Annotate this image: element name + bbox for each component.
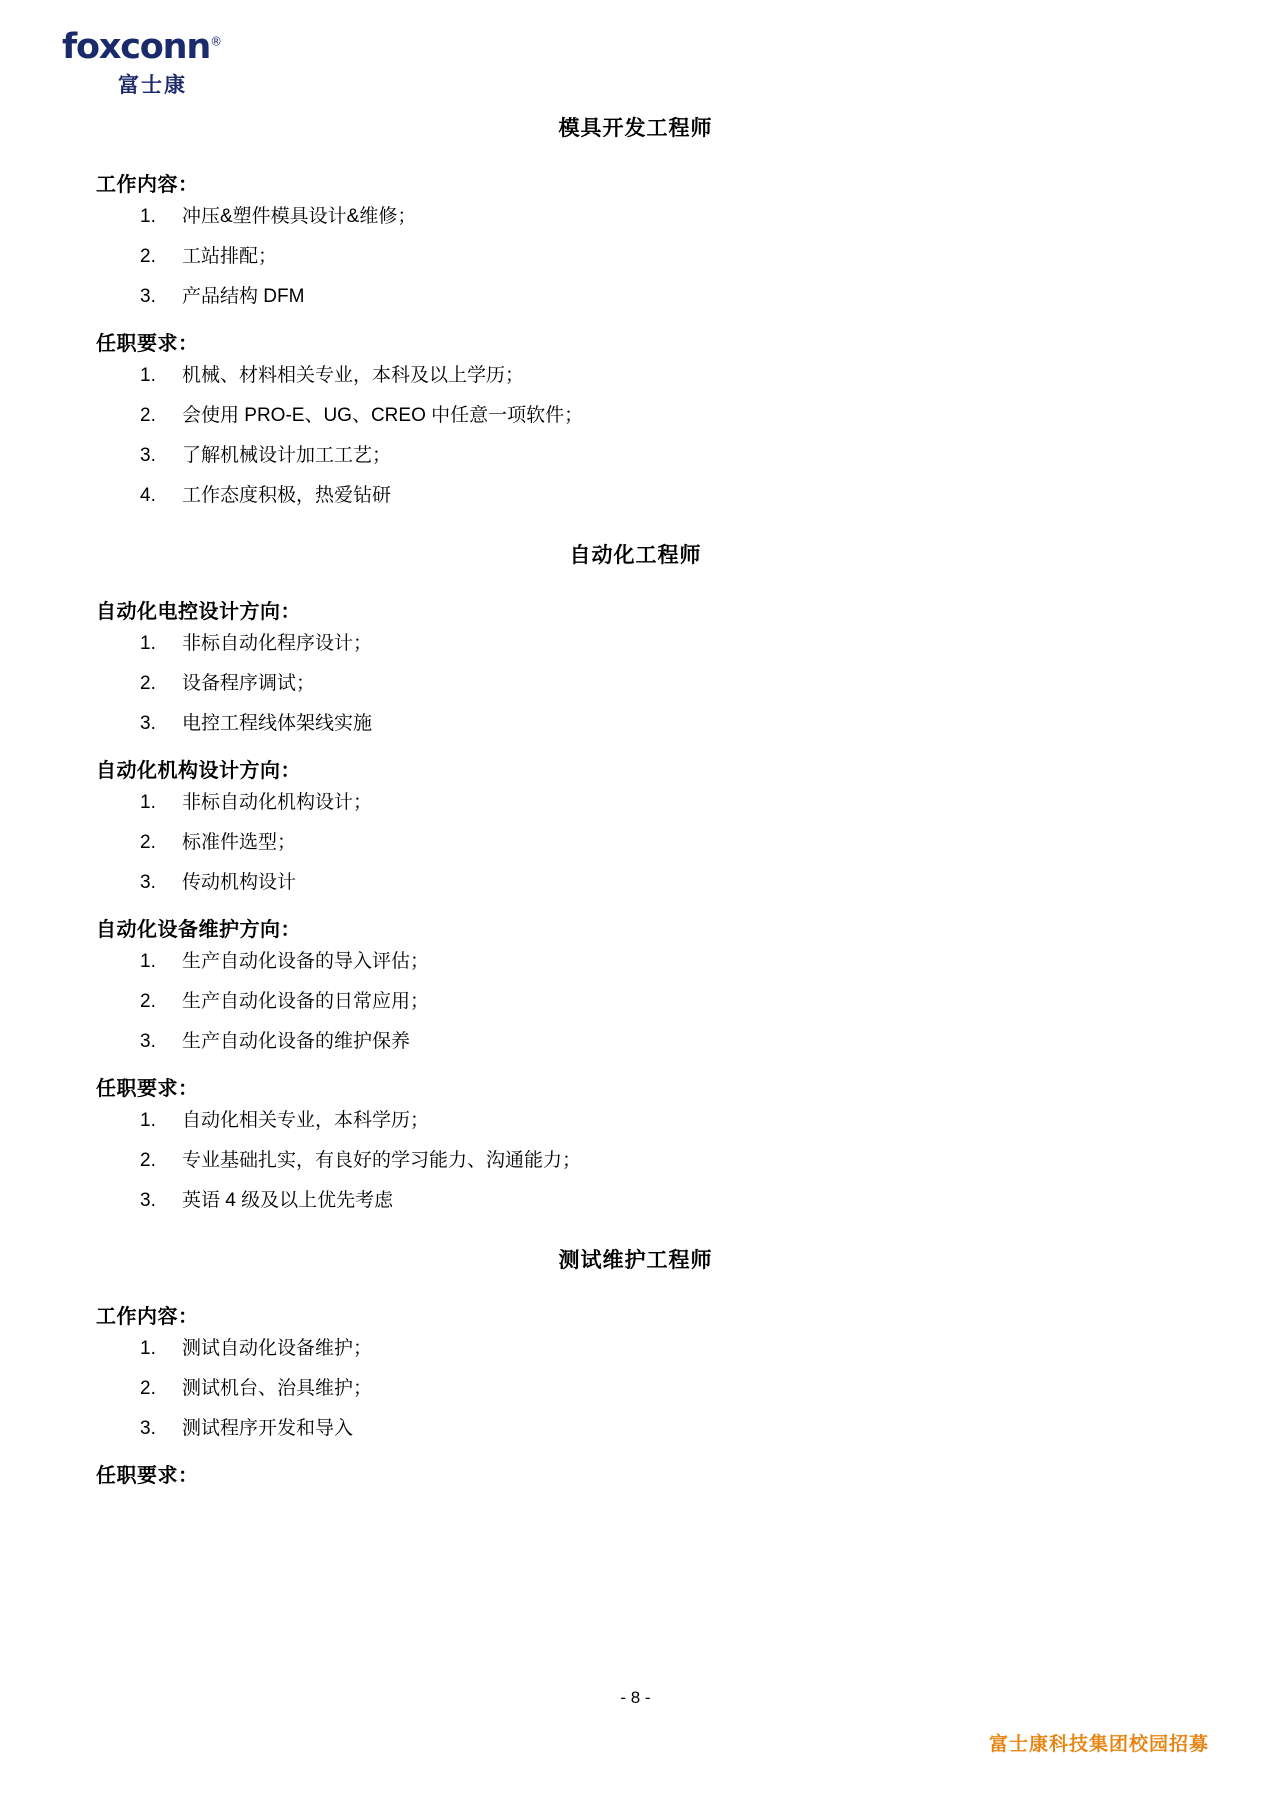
registered-trademark-icon: ® — [210, 34, 223, 49]
item-text: 了解机械设计加工工艺； — [182, 445, 392, 466]
list-2-1 — [96, 634, 1175, 733]
section-head-2-3: 自动化设备维护方向： — [96, 919, 301, 941]
job-title-1: 模具开发工程师 — [558, 117, 713, 140]
item-number: 2. — [140, 405, 156, 426]
list-item — [96, 1032, 1175, 1051]
item-number: 3. — [140, 1190, 156, 1211]
item-text: 冲压&塑件模具设计&维修； — [182, 206, 417, 227]
job-section-2 — [96, 539, 1175, 1210]
section-head-2-1: 自动化电控设计方向： — [96, 601, 301, 623]
list-2-2 — [96, 793, 1175, 892]
list-1-1 — [96, 207, 1175, 306]
item-text: 电控工程线体架线实施 — [182, 713, 373, 734]
list-item — [96, 1111, 1175, 1130]
list-item — [96, 247, 1175, 266]
item-number: 2. — [140, 832, 156, 853]
job-title-3: 测试维护工程师 — [558, 1249, 713, 1272]
item-number: 3. — [140, 445, 156, 466]
list-3-1 — [96, 1339, 1175, 1438]
item-text: 传动机构设计 — [182, 872, 297, 893]
item-text: 生产自动化设备的维护保养 — [182, 1031, 411, 1052]
item-number: 3. — [140, 1031, 156, 1052]
item-text: 机械、材料相关专业，本科及以上学历； — [182, 365, 525, 386]
section-head-1-1: 工作内容： — [96, 174, 199, 196]
item-number: 4. — [140, 485, 156, 506]
list-item — [96, 207, 1175, 226]
list-item — [96, 952, 1175, 971]
item-text: 会使用 PRO-E、UG、CREO 中任意一项软件； — [182, 405, 584, 426]
list-2-4 — [96, 1111, 1175, 1210]
item-text: 生产自动化设备的导入评估； — [182, 951, 430, 972]
foxconn-logo — [62, 27, 312, 99]
list-item — [96, 406, 1175, 425]
section-head-1-2: 任职要求： — [96, 333, 199, 355]
list-item — [96, 446, 1175, 465]
item-number: 1. — [140, 633, 156, 654]
item-text: 非标自动化机构设计； — [182, 792, 373, 813]
list-item — [96, 486, 1175, 505]
list-item — [96, 287, 1175, 306]
list-item — [96, 1151, 1175, 1170]
list-2-3 — [96, 952, 1175, 1051]
list-1-2 — [96, 366, 1175, 505]
list-item — [96, 1379, 1175, 1398]
job-title-2: 自动化工程师 — [569, 544, 702, 567]
item-text: 设备程序调试； — [182, 673, 316, 694]
item-number: 1. — [140, 1338, 156, 1359]
section-head-2-4: 任职要求： — [96, 1078, 199, 1100]
item-text: 测试机台、治具维护； — [182, 1378, 373, 1399]
item-number: 2. — [140, 1150, 156, 1171]
item-text: 工站排配； — [182, 246, 278, 267]
item-text: 自动化相关专业，本科学历； — [182, 1110, 430, 1131]
item-number: 3. — [140, 286, 156, 307]
section-head-3-2: 任职要求： — [96, 1465, 199, 1487]
item-number: 2. — [140, 991, 156, 1012]
item-text: 测试程序开发和导入 — [182, 1418, 354, 1439]
section-head-2-2: 自动化机构设计方向： — [96, 760, 301, 782]
item-number: 3. — [140, 713, 156, 734]
list-item — [96, 1191, 1175, 1210]
item-text: 产品结构 DFM — [182, 286, 305, 307]
list-item — [96, 366, 1175, 385]
item-text: 标准件选型； — [182, 832, 297, 853]
list-item — [96, 992, 1175, 1011]
item-text: 非标自动化程序设计； — [182, 633, 373, 654]
list-item — [96, 674, 1175, 693]
list-item — [96, 873, 1175, 892]
page-number: - 8 - — [620, 1688, 651, 1707]
item-text: 专业基础扎实，有良好的学习能力、沟通能力； — [182, 1150, 582, 1171]
item-text: 生产自动化设备的日常应用； — [182, 991, 430, 1012]
item-number: 3. — [140, 1418, 156, 1439]
item-number: 2. — [140, 1378, 156, 1399]
item-text: 测试自动化设备维护； — [182, 1338, 373, 1359]
logo-wordmark-text: foxconn — [62, 27, 211, 67]
list-item — [96, 634, 1175, 653]
logo-wordmark — [62, 27, 223, 67]
item-number: 1. — [140, 951, 156, 972]
job-section-1 — [96, 112, 1175, 505]
list-item — [96, 1339, 1175, 1358]
item-number: 1. — [140, 206, 156, 227]
item-number: 2. — [140, 673, 156, 694]
list-item — [96, 833, 1175, 852]
item-number: 3. — [140, 872, 156, 893]
item-number: 1. — [140, 1110, 156, 1131]
item-number: 1. — [140, 365, 156, 386]
item-number: 2. — [140, 246, 156, 267]
logo-chinese-name: 富士康 — [118, 74, 187, 97]
section-head-3-1: 工作内容： — [96, 1306, 199, 1328]
item-number: 1. — [140, 792, 156, 813]
list-item — [96, 793, 1175, 812]
document-content — [0, 104, 1271, 1498]
footer-brand: 富士康科技集团校园招募 — [988, 1734, 1209, 1755]
item-text: 英语 4 级及以上优先考虑 — [182, 1190, 394, 1211]
item-text: 工作态度积极，热爱钻研 — [182, 485, 392, 506]
list-item — [96, 1419, 1175, 1438]
list-item — [96, 714, 1175, 733]
job-section-3 — [96, 1244, 1175, 1488]
